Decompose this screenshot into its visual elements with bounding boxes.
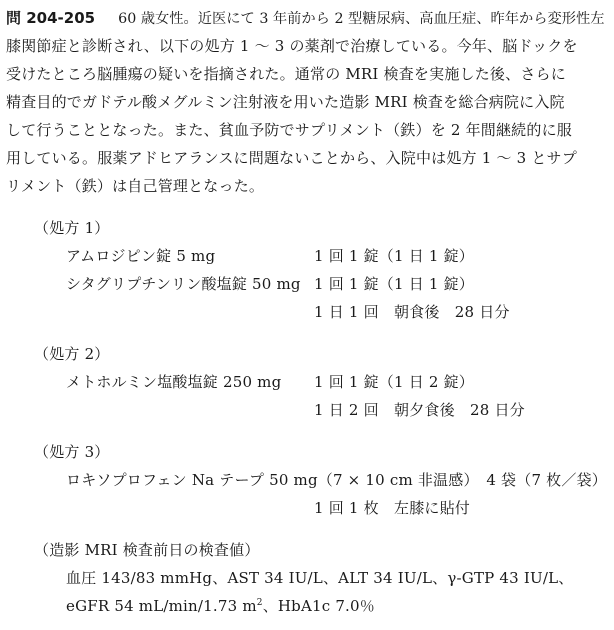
drug-name: シタグリプチンリン酸塩錠 50 mg bbox=[66, 275, 301, 293]
drug-dose: 1 回 1 錠（1 日 1 錠） bbox=[314, 275, 474, 293]
question-line-7: リメント（鉄）は自己管理となった。 bbox=[6, 177, 265, 195]
question-line-5: して行うこととなった。また、貧血予防でサプリメント（鉄）を 2 年間継続的に服 bbox=[6, 121, 572, 139]
lab-values-line-1: 血圧 143/83 mmHg、AST 34 IU/L、ALT 34 IU/L、γ-GTP 43 IU/L、 bbox=[66, 569, 574, 587]
drug-dose: 1 回 1 錠（1 日 1 錠） bbox=[314, 247, 474, 265]
superscript: 2 bbox=[256, 598, 263, 608]
prescription-heading: （処方 1） bbox=[34, 219, 110, 237]
question-line-1 bbox=[6, 8, 605, 29]
question-text: 60 歳女性。近医にて 3 年前から 2 型糖尿病、高血圧症、昨年から変形性左 bbox=[118, 11, 605, 27]
prescription-heading: （処方 3） bbox=[34, 443, 110, 461]
prescription-usage: 1 日 1 回 朝食後 28 日分 bbox=[314, 303, 510, 321]
question-line-2: 膝関節症と診断され、以下の処方 1 〜 3 の薬剤で治療している。今年、脳ドックを bbox=[6, 37, 578, 55]
drug-name: ロキソプロフェン Na テープ 50 mg（7 × 10 cm 非温感） 4 袋（7 枚／袋） bbox=[66, 471, 607, 489]
lab-values-line-2 bbox=[66, 596, 375, 616]
drug-dose: 1 回 1 錠（1 日 2 錠） bbox=[314, 373, 474, 391]
hba1c-value: 、HbA1c 7.0％ bbox=[262, 597, 375, 615]
question-line-3: 受けたところ脳腫瘍の疑いを指摘された。通常の MRI 検査を実施した後、さらに bbox=[6, 65, 566, 83]
prescription-usage: 1 回 1 枚 左膝に貼付 bbox=[314, 499, 470, 517]
drug-name: メトホルミン塩酸塩錠 250 mg bbox=[66, 373, 282, 391]
drug-name: アムロジピン錠 5 mg bbox=[66, 247, 216, 265]
question-number: 問 204-205 bbox=[6, 9, 96, 27]
prescription-usage: 1 日 2 回 朝夕食後 28 日分 bbox=[314, 401, 525, 419]
question-line-6: 用している。服薬アドヒアランスに問題ないことから、入院中は処方 1 〜 3 とサプ bbox=[6, 149, 577, 167]
prescription-heading: （処方 2） bbox=[34, 345, 110, 363]
question-line-4: 精査目的でガドテル酸メグルミン注射液を用いた造影 MRI 検査を総合病院に入院 bbox=[6, 93, 565, 111]
lab-values-heading: （造影 MRI 検査前日の検査値） bbox=[34, 541, 260, 559]
egfr-value: eGFR 54 mL/min/1.73 m bbox=[66, 597, 257, 615]
